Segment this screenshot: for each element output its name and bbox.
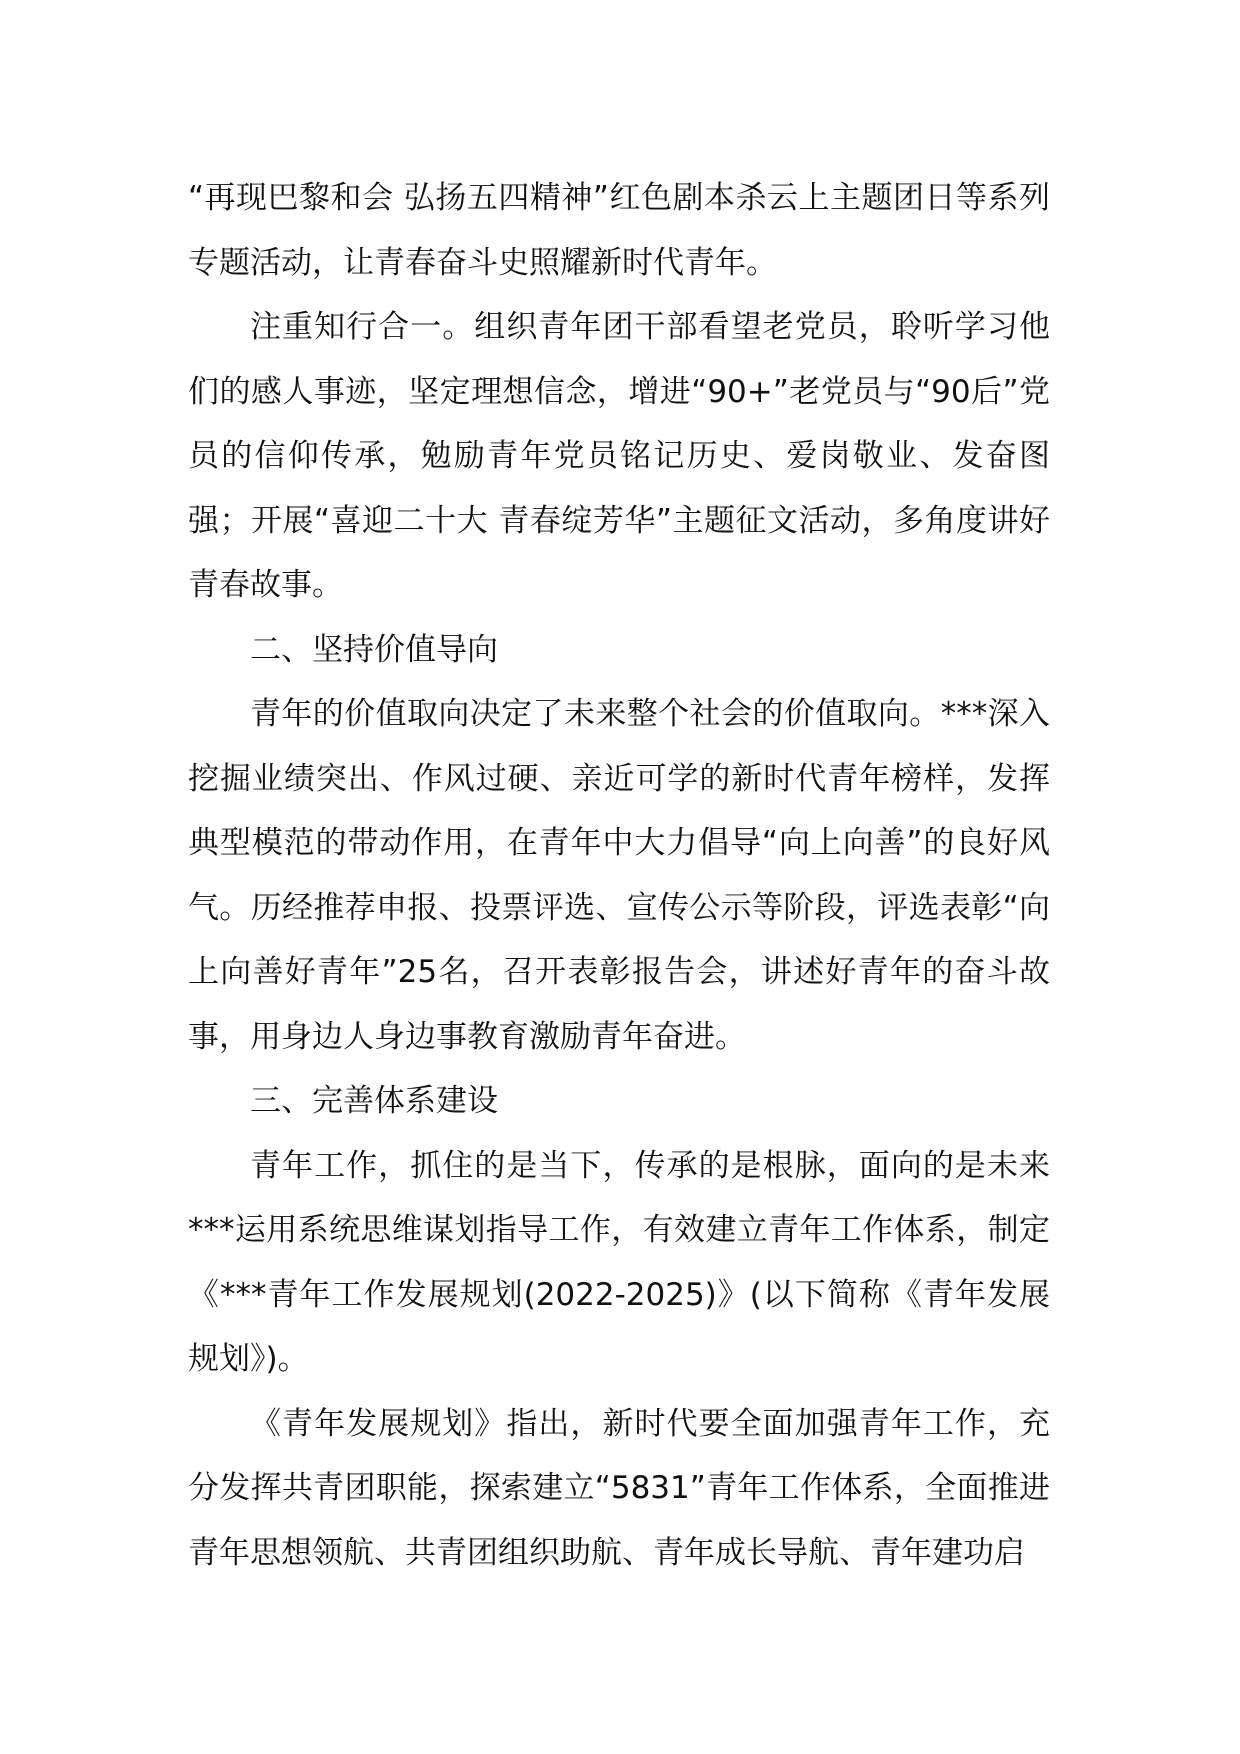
paragraph-1: “再现巴黎和会 弘扬五四精神”红色剧本杀云上主题团日等系列专题活动，让青春奋斗史照耀新时代青年。 — [188, 180, 1050, 281]
section-heading-2: 二、坚持价值导向 — [250, 631, 498, 668]
paragraph-4: 青年工作，抓住的是当下，传承的是根脉，面向的是未来***运用系统思维谋划指导工作，有效建立青年工作体系，制定《***青年工作发展规划(2022-2025)》(以下简称《青年发展规划》)。 — [188, 1147, 1050, 1377]
paragraph-2: 注重知行合一。组织青年团干部看望老党员，聆听学习他们的感人事迹，坚定理想信念，增进“90+”老党员与“90后”党员的信仰传承，勉励青年党员铭记历史、爱岗敬业、发奋图强；开展“喜迎二十大 青春绽芳华”主题征文活动，多角度讲好青春故事。 — [188, 309, 1050, 603]
section-heading-3: 三、完善体系建设 — [250, 1083, 498, 1119]
document-body — [188, 166, 1050, 1585]
paragraph-5: 《青年发展规划》指出，新时代要全面加强青年工作，充分发挥共青团职能，探索建立“5831”青年工作体系，全面推进青年思想领航、共青团组织助航、青年成长导航、青年建功启 — [188, 1405, 1050, 1571]
paragraph-3: 青年的价值取向决定了未来整个社会的价值取向。***深入挖掘业绩突出、作风过硬、亲近可学的新时代青年榜样，发挥典型模范的带动作用，在青年中大力倡导“向上向善”的良好风气。历经推荐申报、投票评选、宣传公示等阶段，评选表彰“向上向善好青年”25名，召开表彰报告会，讲述好青年的奋斗故事，用身边人身边事教育激励青年奋进。 — [188, 696, 1050, 1055]
